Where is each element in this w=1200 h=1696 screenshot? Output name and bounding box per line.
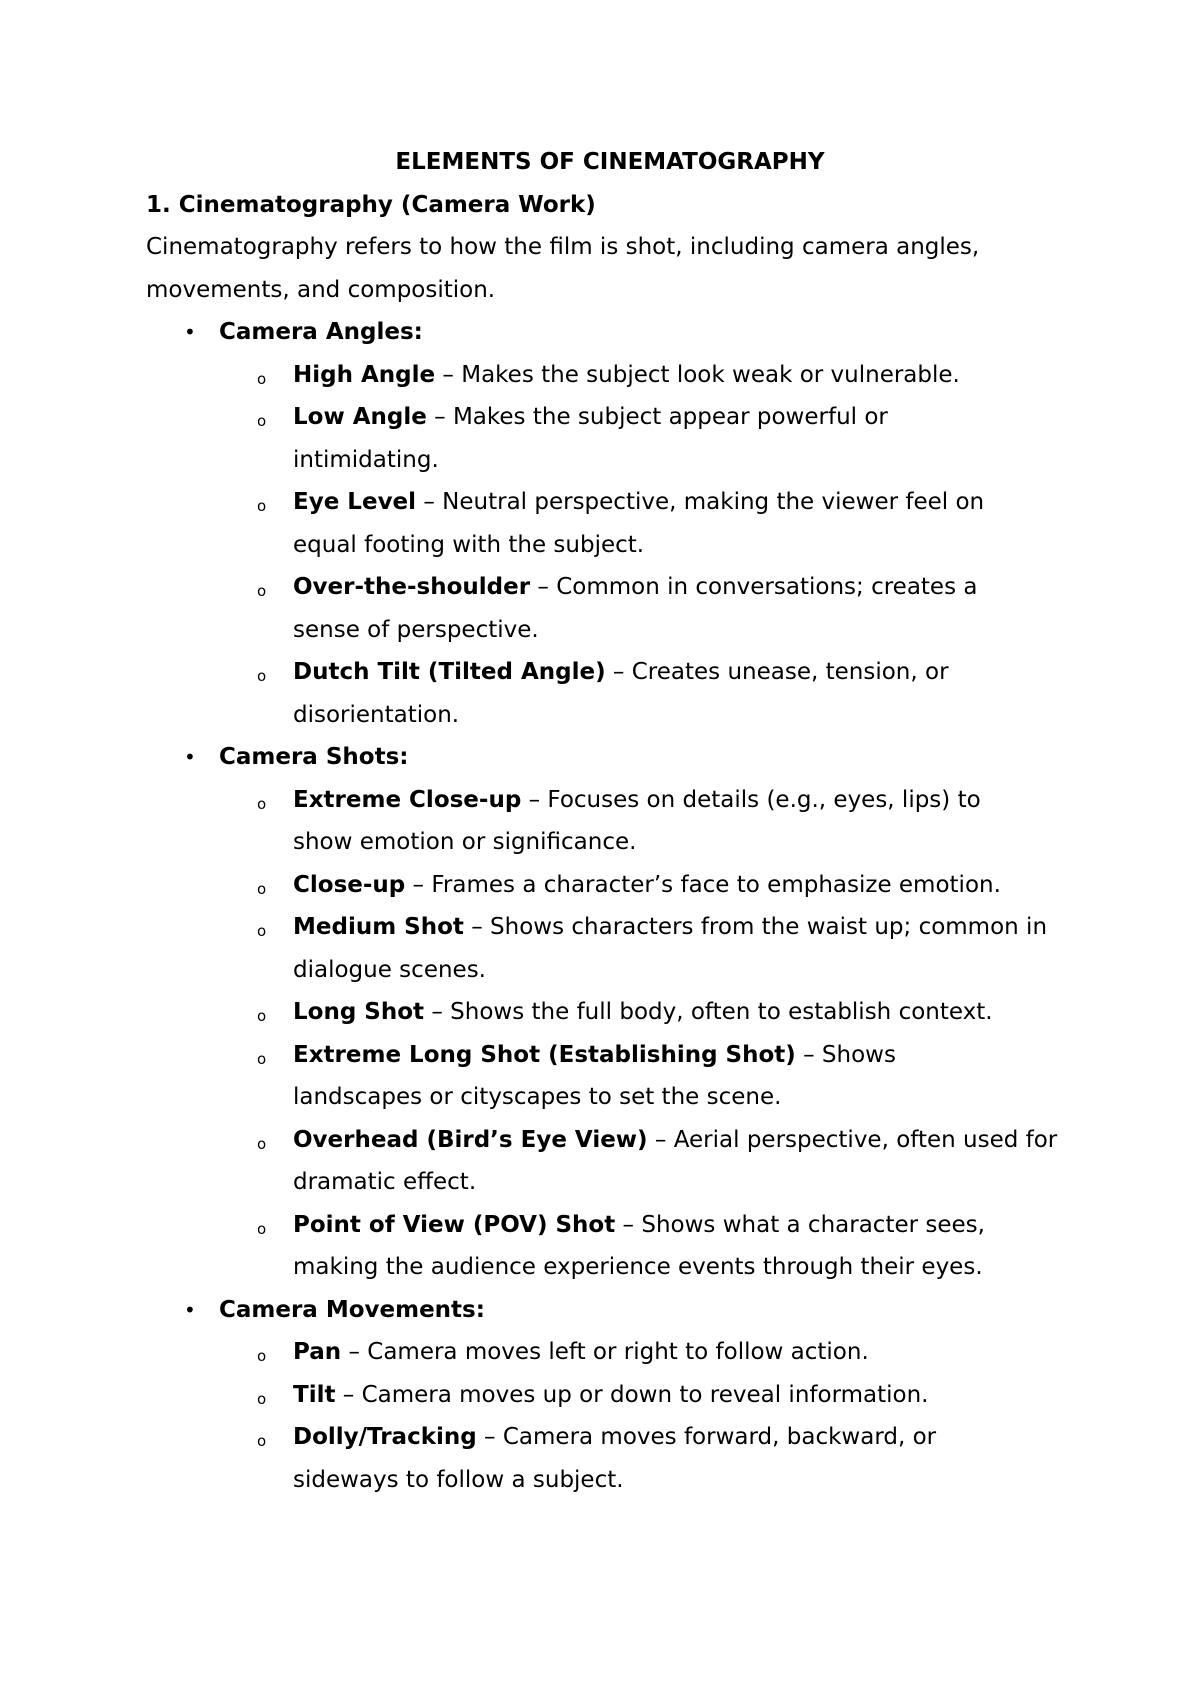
list-item	[146, 1374, 1066, 1417]
sub-bullet-icon: o	[257, 794, 267, 813]
camera-angles-group	[146, 311, 1076, 736]
sub-bullet-icon: o	[257, 497, 267, 515]
item-description: – Focuses on details (e.g., eyes, lips) to show emotion or significance.	[293, 786, 981, 855]
camera-angles-list	[146, 354, 1076, 737]
list-item	[146, 1331, 1066, 1374]
sub-bullet-icon: o	[257, 667, 267, 685]
group-items-wrapper	[146, 779, 1076, 1289]
item-term: High Angle	[293, 361, 436, 388]
group-heading	[146, 1289, 1076, 1332]
item-term: Dolly/Tracking	[293, 1424, 477, 1450]
sub-bullet-icon: o	[257, 922, 267, 940]
list-item	[146, 1204, 1046, 1289]
item-term: Tilt	[293, 1381, 336, 1408]
item-term: Point of View (POV) Shot	[293, 1211, 616, 1238]
camera-shots-list	[146, 779, 1076, 1289]
item-term: Overhead (Bird’s Eye View)	[293, 1126, 648, 1153]
item-term: Medium Shot	[293, 914, 464, 940]
item-description: – Neutral perspective, making the viewer feel on equal footing with the subject.	[293, 489, 985, 558]
item-description: – Shows landscapes or cityscapes to set the scene.	[293, 1041, 896, 1110]
sub-bullet-icon: o	[257, 582, 267, 600]
document-body	[146, 141, 1076, 1501]
document-title: ELEMENTS OF CINEMATOGRAPHY	[395, 149, 825, 175]
item-description: – Makes the subject look weak or vulnerable.	[435, 361, 960, 388]
list-item	[146, 779, 1026, 864]
list-item	[146, 1034, 976, 1119]
camera-shots-group	[146, 736, 1076, 1289]
item-description: – Shows the full body, often to establish context.	[424, 999, 993, 1025]
item-description: – Shows what a character sees, making the audience experience events through their eyes.	[293, 1211, 985, 1280]
list-item	[146, 354, 1066, 397]
group-items-wrapper	[146, 1331, 1076, 1501]
list-item	[146, 906, 1066, 991]
list-item	[146, 566, 1026, 651]
item-term: Eye Level	[293, 489, 417, 515]
sub-bullet-icon: o	[257, 1134, 267, 1153]
item-description: – Creates unease, tension, or disorientation.	[293, 659, 949, 728]
list-item	[146, 864, 1066, 907]
item-term: Low Angle	[293, 404, 427, 430]
list-item	[146, 1119, 1066, 1204]
sub-bullet-icon: o	[257, 1049, 267, 1068]
item-term: Dutch Tilt (Tilted Angle)	[293, 659, 606, 685]
item-description: – Camera moves left or right to follow action.	[341, 1339, 869, 1365]
bullet-icon: •	[184, 745, 196, 769]
intro-paragraph: Cinematography refers to how the film is shot, including camera angles, movements, and composition.	[146, 234, 980, 303]
item-term: Close-up	[293, 871, 406, 898]
section-heading: 1. Cinematography (Camera Work)	[146, 191, 596, 218]
camera-movements-list	[146, 1331, 1076, 1501]
sub-bullet-icon: o	[257, 879, 267, 898]
item-term: Extreme Long Shot (Establishing Shot)	[293, 1041, 796, 1068]
item-description: – Makes the subject appear powerful or intimidating.	[293, 404, 888, 473]
list-item	[146, 651, 1026, 736]
item-description: – Common in conversations; creates a sense of perspective.	[293, 574, 978, 643]
item-description: – Camera moves up or down to reveal information.	[335, 1381, 929, 1408]
item-term: Pan	[293, 1339, 342, 1365]
sub-bullet-icon: o	[257, 1347, 267, 1365]
item-description: – Frames a character’s face to emphasize emotion.	[405, 871, 1001, 898]
item-description: – Aerial perspective, often used for dramatic effect.	[293, 1126, 1058, 1195]
item-description: – Camera moves forward, backward, or sideways to follow a subject.	[293, 1424, 937, 1493]
bullet-icon: •	[184, 320, 196, 344]
list-item	[146, 396, 926, 481]
group-items-wrapper	[146, 354, 1076, 737]
group-heading-label: Camera Angles:	[219, 319, 423, 345]
sub-bullet-icon: o	[257, 412, 267, 430]
item-term: Long Shot	[293, 999, 425, 1025]
group-heading-label: Camera Shots:	[219, 744, 409, 770]
sub-bullet-icon: o	[257, 1389, 267, 1408]
sub-bullet-icon: o	[257, 1219, 267, 1238]
item-term: Over-the-shoulder	[293, 574, 531, 600]
bullet-icon: •	[184, 1297, 196, 1322]
sub-bullet-icon: o	[257, 1432, 267, 1450]
list-item	[146, 481, 1026, 566]
list-item	[146, 1416, 1026, 1501]
list-item	[146, 991, 1066, 1034]
item-description: – Shows characters from the waist up; common in dialogue scenes.	[293, 914, 1048, 983]
sub-bullet-icon: o	[257, 369, 267, 388]
group-heading	[146, 311, 1076, 354]
group-heading-label: Camera Movements:	[219, 1296, 485, 1323]
group-heading	[146, 736, 1076, 779]
item-term: Extreme Close-up	[293, 786, 522, 813]
sub-bullet-icon: o	[257, 1007, 267, 1025]
camera-movements-group	[146, 1289, 1076, 1502]
